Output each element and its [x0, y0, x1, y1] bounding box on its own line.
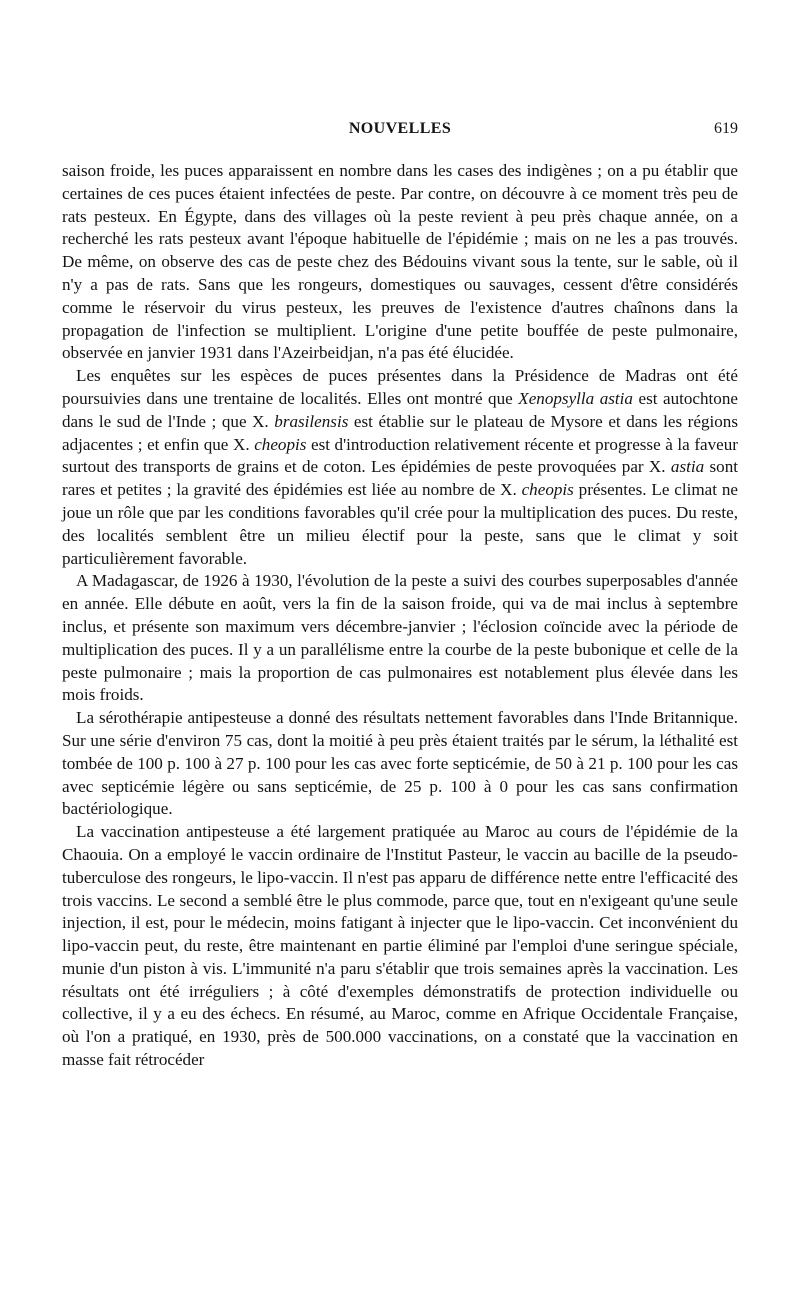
running-title: NOUVELLES [348, 120, 452, 137]
paragraph-serotherapy: La sérothérapie antipesteuse a donné des résultats nettement favorables dans l'Inde Britannique. Sur une série d'environ 75 cas, dont la moitié à peu près étaient traités par le sérum, la léthalité est tombée de 100 p. 100 à 27 p. 100 pour les cas avec forte septicémie, de 50 à 21 p. 100 pour les cas avec septicémie légère ou sans septicémie, de 25 p. 100 à 0 pour les cas sans confirmation bactériologique. [62, 708, 738, 819]
paragraph-fleas-cold-season: saison froide, les puces apparaissent en nombre dans les cases des indigènes ; on a pu établir que certaines de ces puces étaient infectées de peste. Par contre, on découvre à ce moment très peu de rats pesteux. En Égypte, dans des villages où la peste revient à peu près chaque année, on a recherché les rats pesteux avant l'époque habituelle de l'épidémie ; mais on ne les a pas trouvés. De même, on observe des cas de peste chez des Bédouins vivant sous la tente, sur le sable, où il n'y a pas de rats. Sans que les rongeurs, domestiques ou sauvages, cessent d'être considérés comme le réservoir du virus pesteux, les preuves de l'existence d'autres chaînons dans la propagation de l'infection se multiplient. L'origine d'une petite bouffée de peste pulmonaire, observée en janvier 1931 dans l'Azeirbeidjan, n'a pas été élucidée. [62, 161, 738, 363]
species-name: Xenopsylla astia [518, 388, 633, 408]
paragraph-vaccination-morocco: La vaccination antipesteuse a été largement pratiquée au Maroc au cours de l'épidémie de la Chaouia. On a employé le vaccin ordinaire de l'Institut Pasteur, le vaccin au bacille de la pseudo-tuberculose des rongeurs, le lipo-vaccin. Il n'est pas apparu de différence nette entre l'efficacité des trois vaccins. Le second a semblé être le plus commode, parce que, tout en n'exigeant qu'une seule injection, il est, pour le médecin, moins fatigant à injecter que le lipo-vaccin. Cet inconvénient du lipo-vaccin peut, du reste, être maintenant en partie éliminé par l'emploi d'une seringue spéciale, munie d'un piston à vis. L'immunité n'a paru s'établir que trois semaines après la vaccination. Les résultats ont été irréguliers ; à côté d'exemples démonstratifs de protection individuelle ou collective, il y a eu des échecs. En résumé, au Maroc, comme en Afrique Occidentale Française, où l'on a pratiqué, en 1930, près de 500.000 vaccinations, on a constaté que la vaccination en masse fait rétrocéder [62, 822, 738, 1070]
species-name: brasilensis [274, 411, 349, 431]
running-head [62, 120, 738, 142]
page-number: 619 [714, 120, 738, 137]
species-name: cheopis [521, 480, 574, 500]
paragraph-madagascar: A Madagascar, de 1926 à 1930, l'évolution de la peste a suivi des courbes superposables d'année en année. Elle débute en août, vers la fin de la saison froide, qui va de mai inclus à septembre inclus, et présente son maximum vers décembre-janvier ; l'éclosion coïncide avec la période de multiplication des puces. Il y a un parallélisme entre la courbe de la peste bubonique et celle de la peste pulmonaire ; mais la proportion de cas pulmonaires est notablement plus élevée dans les mois froids. [62, 571, 738, 705]
species-name: cheopis [254, 434, 307, 454]
body-text [62, 160, 738, 1072]
paragraph-madras-flea-survey: Les enquêtes sur les espèces de puces présentes dans la Présidence de Madras ont été poursuivies dans une trentaine de localités. Elles ont montré que Xenopsylla astia est autochtone dans le sud de l'Inde ; que X. brasilensis est établie sur le plateau de Mysore et dans les régions adjacentes ; et enfin que X. cheopis est d'introduction relativement récente et progresse à la faveur surtout des transports de grains et de coton. Les épidémies de peste provoquées par X. astia sont rares et petites ; la gravité des épidémies est liée au nombre de X. cheopis présentes. Le climat ne joue un rôle que par les conditions favorables qu'il crée pour la multiplication des puces. Du reste, des localités semblent être un milieu électif pour la peste, sans que le climat y soit particulièrement favorable. [62, 366, 739, 568]
species-name: astia [670, 457, 705, 477]
